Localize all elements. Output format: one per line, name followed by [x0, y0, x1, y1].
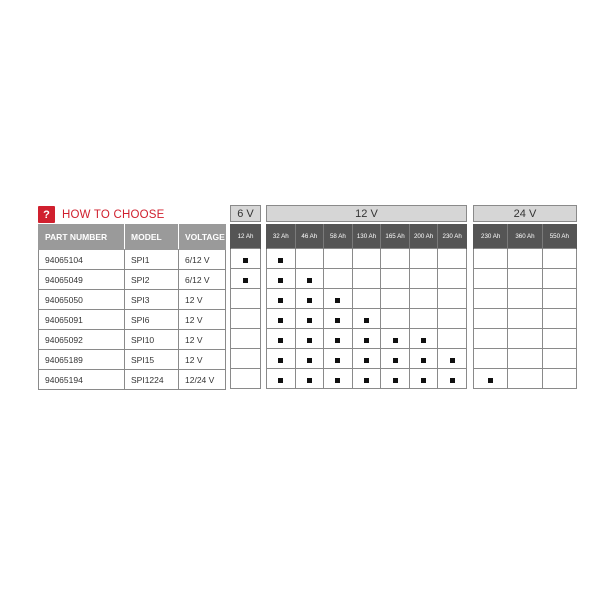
grid-row — [267, 329, 467, 349]
table-row — [39, 350, 226, 370]
capacity-header: 230 Ah — [438, 224, 467, 249]
grid-cell — [381, 249, 410, 269]
model-cell: SPI15 — [125, 350, 179, 370]
model-cell: SPI10 — [125, 330, 179, 350]
grid-cell — [409, 329, 438, 349]
grid-cell — [352, 349, 381, 369]
part-number-cell: 94065091 — [39, 310, 125, 330]
grid-cell — [542, 309, 576, 329]
grid-cell — [295, 269, 324, 289]
compatibility-mark — [243, 258, 248, 263]
voltage-cell: 6/12 V — [179, 270, 226, 290]
table-header-row — [39, 225, 226, 250]
grid-cell — [324, 289, 353, 309]
grid-cell — [542, 249, 576, 269]
grid-cell — [542, 369, 576, 389]
voltage-group-label: 12 V — [267, 206, 467, 222]
model-cell: SPI6 — [125, 310, 179, 330]
grid-cell — [474, 289, 508, 309]
compatibility-mark — [488, 378, 493, 383]
grid-row — [474, 329, 577, 349]
capacity-header-row — [267, 224, 467, 249]
compatibility-mark — [335, 338, 340, 343]
part-number-cell: 94065049 — [39, 270, 125, 290]
grid-cell — [231, 269, 261, 289]
grid-cell — [231, 289, 261, 309]
voltage-cell: 12 V — [179, 310, 226, 330]
grid-cell — [474, 249, 508, 269]
compatibility-mark — [243, 278, 248, 283]
grid-row — [267, 269, 467, 289]
grid-cell — [381, 369, 410, 389]
grid-row — [231, 329, 261, 349]
grid-cell — [267, 349, 296, 369]
grid-row — [474, 369, 577, 389]
capacity-header: 130 Ah — [352, 224, 381, 249]
voltage-cell: 6/12 V — [179, 250, 226, 270]
capacity-header-row — [474, 224, 577, 249]
grid-cell — [508, 369, 542, 389]
grid-cell — [438, 329, 467, 349]
grid-cell — [267, 309, 296, 329]
part-number-cell: 94065092 — [39, 330, 125, 350]
grid-cell — [324, 269, 353, 289]
grid-row — [474, 349, 577, 369]
grid-cell — [352, 309, 381, 329]
grid-row — [231, 369, 261, 389]
grid-cell — [409, 309, 438, 329]
grid-cell — [409, 349, 438, 369]
compatibility-grid-12v — [266, 205, 467, 389]
capacity-header: 230 Ah — [474, 224, 508, 249]
grid-cell — [267, 369, 296, 389]
model-cell: SPI1224 — [125, 370, 179, 390]
capacity-header: 32 Ah — [267, 224, 296, 249]
grid-cell — [324, 329, 353, 349]
compatibility-mark — [278, 378, 283, 383]
compatibility-mark — [278, 318, 283, 323]
compatibility-mark — [335, 298, 340, 303]
grid-cell — [409, 249, 438, 269]
grid-cell — [324, 349, 353, 369]
grid-cell — [409, 289, 438, 309]
compatibility-grid-6v — [230, 205, 261, 389]
grid-cell — [267, 329, 296, 349]
voltage-cell: 12 V — [179, 350, 226, 370]
compatibility-mark — [450, 378, 455, 383]
table-row — [39, 290, 226, 310]
compatibility-mark — [307, 378, 312, 383]
grid-cell — [508, 289, 542, 309]
grid-cell — [324, 249, 353, 269]
part-number-cell: 94065104 — [39, 250, 125, 270]
grid-cell — [324, 369, 353, 389]
compatibility-mark — [335, 358, 340, 363]
grid-cell — [267, 269, 296, 289]
grid-cell — [267, 289, 296, 309]
grid-cell — [542, 349, 576, 369]
grid-cell — [542, 269, 576, 289]
table-row — [39, 270, 226, 290]
compatibility-mark — [364, 358, 369, 363]
grid-cell — [231, 329, 261, 349]
compatibility-mark — [278, 278, 283, 283]
grid-row — [231, 349, 261, 369]
compatibility-mark — [278, 298, 283, 303]
compatibility-mark — [364, 338, 369, 343]
grid-cell — [474, 269, 508, 289]
voltage-group-header-row — [267, 206, 467, 222]
grid-cell — [438, 289, 467, 309]
grid-cell — [508, 309, 542, 329]
grid-row — [231, 249, 261, 269]
question-icon: ? — [38, 206, 55, 223]
grid-row — [231, 269, 261, 289]
grid-cell — [381, 349, 410, 369]
product-table — [38, 224, 226, 390]
compatibility-mark — [421, 378, 426, 383]
section-title: HOW TO CHOOSE — [62, 208, 165, 221]
grid-row — [474, 269, 577, 289]
compatibility-mark — [450, 358, 455, 363]
grid-cell — [295, 289, 324, 309]
grid-cell — [231, 309, 261, 329]
grid-cell — [295, 249, 324, 269]
capacity-header-row — [231, 224, 261, 249]
table-row — [39, 250, 226, 270]
grid-cell — [438, 269, 467, 289]
grid-cell — [231, 249, 261, 269]
compatibility-mark — [364, 318, 369, 323]
grid-cell — [352, 329, 381, 349]
grid-cell — [295, 369, 324, 389]
table-row — [39, 330, 226, 350]
column-header-model: MODEL — [125, 225, 179, 250]
grid-cell — [295, 329, 324, 349]
grid-cell — [352, 369, 381, 389]
capacity-header: 360 Ah — [508, 224, 542, 249]
grid-cell — [381, 329, 410, 349]
grid-cell — [324, 309, 353, 329]
grid-cell — [438, 309, 467, 329]
model-cell: SPI2 — [125, 270, 179, 290]
grid-row — [474, 249, 577, 269]
grid-row — [267, 349, 467, 369]
grid-row — [231, 289, 261, 309]
compatibility-mark — [307, 358, 312, 363]
capacity-header: 46 Ah — [295, 224, 324, 249]
compatibility-mark — [393, 338, 398, 343]
grid-row — [267, 309, 467, 329]
column-header-voltage: VOLTAGE — [179, 225, 226, 250]
voltage-group-label: 24 V — [474, 206, 577, 222]
grid-row — [231, 309, 261, 329]
part-number-cell: 94065050 — [39, 290, 125, 310]
compatibility-mark — [421, 358, 426, 363]
voltage-cell: 12/24 V — [179, 370, 226, 390]
voltage-cell: 12 V — [179, 290, 226, 310]
capacity-header: 200 Ah — [409, 224, 438, 249]
model-cell: SPI1 — [125, 250, 179, 270]
grid-cell — [474, 309, 508, 329]
grid-cell — [409, 269, 438, 289]
capacity-header: 550 Ah — [542, 224, 576, 249]
column-header-part-number: PART NUMBER — [39, 225, 125, 250]
grid-row — [474, 289, 577, 309]
grid-cell — [508, 269, 542, 289]
grid-row — [267, 289, 467, 309]
compatibility-mark — [393, 378, 398, 383]
how-to-choose-header — [38, 206, 165, 223]
grid-cell — [352, 249, 381, 269]
compatibility-mark — [393, 358, 398, 363]
grid-cell — [508, 329, 542, 349]
compatibility-mark — [307, 298, 312, 303]
model-cell: SPI3 — [125, 290, 179, 310]
grid-row — [267, 249, 467, 269]
grid-cell — [438, 349, 467, 369]
compatibility-mark — [364, 378, 369, 383]
compatibility-mark — [307, 338, 312, 343]
grid-cell — [295, 309, 324, 329]
grid-cell — [542, 289, 576, 309]
capacity-header: 58 Ah — [324, 224, 353, 249]
capacity-header: 12 Ah — [231, 224, 261, 249]
compatibility-mark — [421, 338, 426, 343]
grid-row — [267, 369, 467, 389]
capacity-header: 165 Ah — [381, 224, 410, 249]
grid-cell — [352, 269, 381, 289]
compatibility-mark — [307, 318, 312, 323]
grid-cell — [381, 309, 410, 329]
grid-cell — [542, 329, 576, 349]
grid-cell — [474, 369, 508, 389]
compatibility-mark — [335, 318, 340, 323]
compatibility-mark — [278, 258, 283, 263]
grid-cell — [267, 249, 296, 269]
part-number-cell: 94065189 — [39, 350, 125, 370]
voltage-group-header-row — [474, 206, 577, 222]
grid-cell — [438, 369, 467, 389]
grid-cell — [231, 349, 261, 369]
part-number-cell: 94065194 — [39, 370, 125, 390]
compatibility-mark — [278, 338, 283, 343]
table-row — [39, 370, 226, 390]
compatibility-grid-24v — [473, 205, 577, 389]
compatibility-mark — [335, 378, 340, 383]
grid-cell — [381, 289, 410, 309]
grid-cell — [409, 369, 438, 389]
voltage-group-header-row — [231, 206, 261, 222]
grid-cell — [231, 369, 261, 389]
compatibility-mark — [307, 278, 312, 283]
grid-cell — [295, 349, 324, 369]
grid-cell — [474, 329, 508, 349]
grid-cell — [381, 269, 410, 289]
grid-row — [474, 309, 577, 329]
table-row — [39, 310, 226, 330]
compatibility-mark — [278, 358, 283, 363]
grid-cell — [508, 349, 542, 369]
grid-cell — [438, 249, 467, 269]
grid-cell — [508, 249, 542, 269]
grid-cell — [474, 349, 508, 369]
voltage-group-label: 6 V — [231, 206, 261, 222]
grid-cell — [352, 289, 381, 309]
voltage-cell: 12 V — [179, 330, 226, 350]
